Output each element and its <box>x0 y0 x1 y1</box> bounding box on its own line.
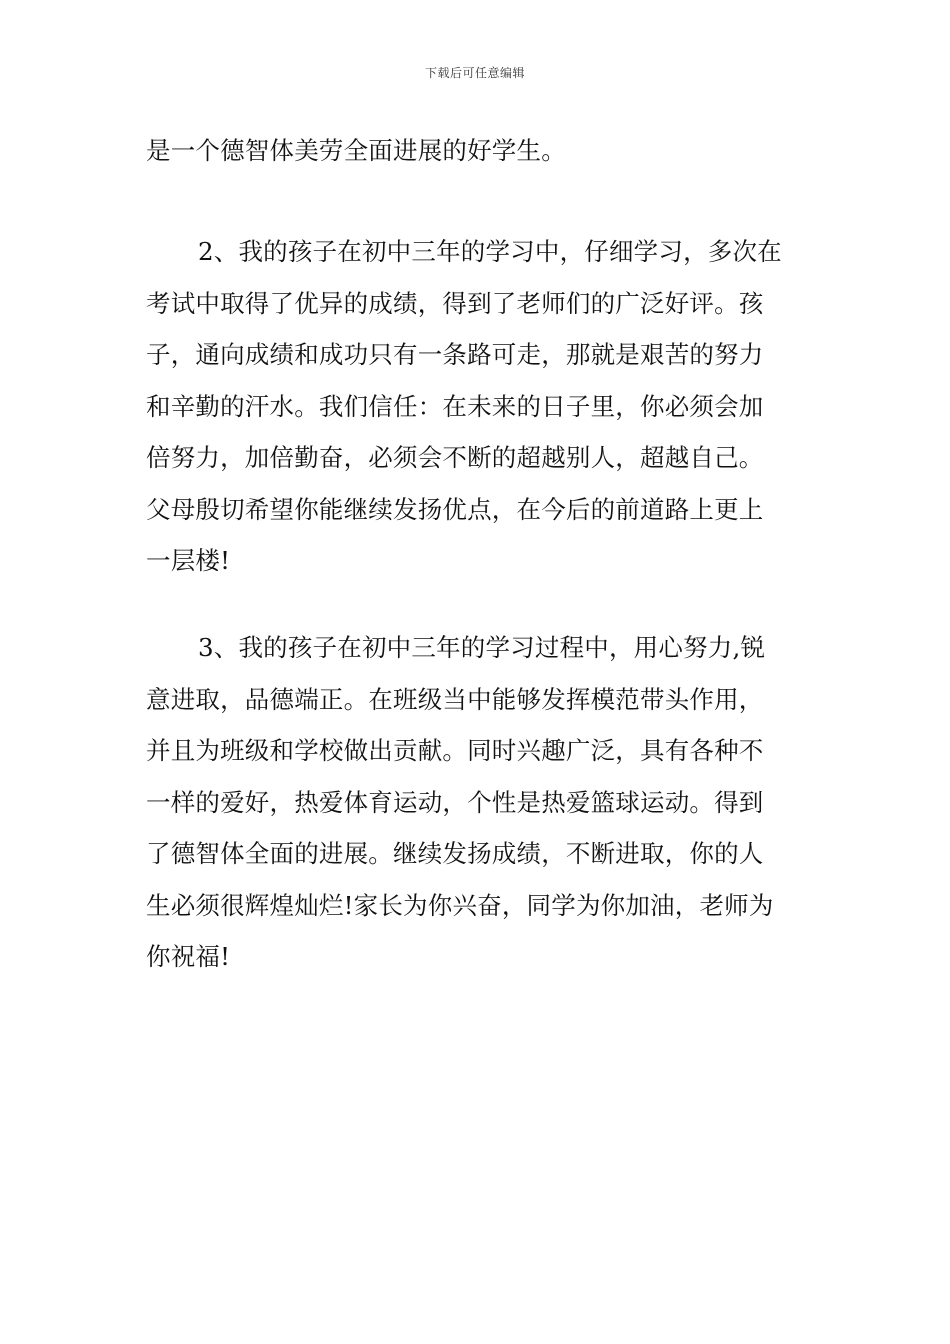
paragraph-line: 子，通向成绩和成功只有一条路可走，那就是艰苦的努力 <box>146 340 764 369</box>
paragraph-line: 你祝福! <box>146 942 231 971</box>
paragraph-line: 倍努力，加倍勤奋，必须会不断的超越别人，超越自己。 <box>146 443 764 472</box>
paragraph-3 <box>146 622 810 983</box>
paragraph-line: 一层楼! <box>146 546 231 575</box>
paragraph-line: 一样的爱好，热爱体育运动，个性是热爱篮球运动。得到 <box>146 787 764 817</box>
paragraph-line: 并且为班级和学校做出贡献。同时兴趣广泛，具有各种不 <box>146 736 764 765</box>
paragraph-2 <box>146 226 810 587</box>
paragraph-line: 和辛勤的汗水。我们信任：在未来的日子里，你必须会加 <box>146 391 764 421</box>
paragraph-line: 意进取，品德端正。在班级当中能够发挥模范带头作用， <box>146 684 764 714</box>
paragraph-line: 父母殷切希望你能继续发扬优点，在今后的前道路上更上 <box>146 494 764 524</box>
paragraph-line: 2、我的孩子在初中三年的学习中，仔细学习，多次在 <box>198 237 782 266</box>
paragraph-line: 是一个德智体美劳全面进展的好学生。 <box>146 136 566 165</box>
paragraph-1 <box>146 125 810 177</box>
paragraph-line: 了德智体全面的进展。继续发扬成绩，不断进取，你的人 <box>146 839 764 868</box>
page-header: 下载后可任意编辑 <box>424 66 525 80</box>
paragraph-line: 生必须很辉煌灿烂!家长为你兴奋，同学为你加油，老师为 <box>146 890 774 920</box>
paragraph-line: 考试中取得了优异的成绩，得到了老师们的广泛好评。孩 <box>146 288 764 318</box>
paragraph-line: 3、我的孩子在初中三年的学习过程中，用心努力,锐 <box>198 633 766 662</box>
